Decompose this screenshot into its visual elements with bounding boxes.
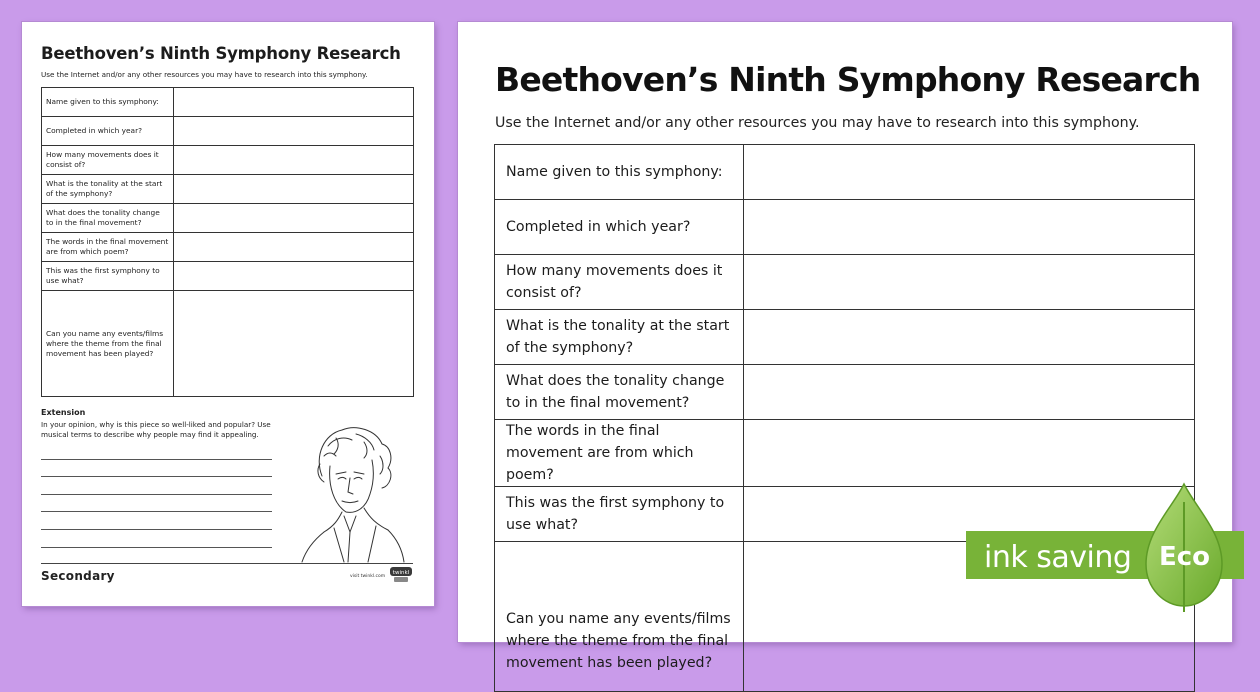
question-cell: This was the first symphony to use what? <box>42 262 174 291</box>
question-cell: What is the tonality at the start of the symphony? <box>42 175 174 204</box>
answer-cell <box>174 88 414 117</box>
table-row <box>42 88 414 117</box>
table-row <box>42 291 414 397</box>
table-row <box>495 200 1195 255</box>
question-cell: How many movements does it consist of? <box>495 255 744 310</box>
answer-cell <box>174 262 414 291</box>
svg-text:twinkl: twinkl <box>392 570 410 576</box>
extension-heading: Extension <box>41 408 86 417</box>
footer-url: visit twinkl.com <box>350 574 386 579</box>
table-row <box>42 175 414 204</box>
eco-badge-text: Eco <box>1159 542 1211 572</box>
page-intro: Use the Internet and/or any other resources you may have to research into this symphony. <box>495 115 1140 131</box>
answer-cell <box>744 255 1195 310</box>
table-row <box>42 262 414 291</box>
small-sheet-title: Beethoven’s Ninth Symphony Research <box>41 44 401 63</box>
ink-saving-eco-badge <box>966 482 1260 612</box>
answer-cell <box>174 204 414 233</box>
answer-cell <box>744 145 1195 200</box>
footer-level-label: Secondary <box>41 569 115 583</box>
question-cell: This was the first symphony to use what? <box>495 487 744 542</box>
table-row <box>42 233 414 262</box>
answer-cell <box>744 310 1195 365</box>
answer-cell <box>744 365 1195 420</box>
question-cell: The words in the final movement are from which poem? <box>42 233 174 262</box>
writing-line <box>41 459 272 460</box>
answer-cell <box>174 175 414 204</box>
beethoven-portrait-illustration <box>284 416 414 562</box>
table-row <box>495 420 1195 487</box>
table-row <box>42 117 414 146</box>
table-row <box>495 255 1195 310</box>
question-cell: What does the tonality change to in the final movement? <box>495 365 744 420</box>
writing-line <box>41 529 272 530</box>
question-cell: Completed in which year? <box>42 117 174 146</box>
ink-saving-label: ink saving <box>984 540 1132 575</box>
question-cell: How many movements does it consist of? <box>42 146 174 175</box>
small-question-table <box>41 87 414 397</box>
footer-divider <box>41 563 413 564</box>
question-cell: What does the tonality change to in the final movement? <box>42 204 174 233</box>
page-title: Beethoven’s Ninth Symphony Research <box>495 60 1201 99</box>
answer-cell <box>174 117 414 146</box>
small-sheet-intro: Use the Internet and/or any other resources you may have to research into this symphony. <box>41 70 368 79</box>
question-cell: Can you name any events/films where the theme from the final movement has been played? <box>495 542 744 692</box>
question-cell: The words in the final movement are from which poem? <box>495 420 744 487</box>
extension-text: In your opinion, why is this piece so well-liked and popular? Use musical terms to describe why people may find it appealing. <box>41 420 271 439</box>
twinkl-logo <box>388 564 414 584</box>
answer-cell <box>174 291 414 397</box>
question-cell: Completed in which year? <box>495 200 744 255</box>
question-cell: Can you name any events/films where the theme from the final movement has been played? <box>42 291 174 397</box>
question-cell: Name given to this symphony: <box>42 88 174 117</box>
question-cell: Name given to this symphony: <box>495 145 744 200</box>
writing-line <box>41 547 272 548</box>
table-row <box>42 204 414 233</box>
answer-cell <box>744 200 1195 255</box>
writing-line <box>41 511 272 512</box>
table-row <box>495 310 1195 365</box>
writing-line <box>41 476 272 477</box>
worksheet-preview-small <box>22 22 434 606</box>
table-row <box>495 145 1195 200</box>
question-cell: What is the tonality at the start of the symphony? <box>495 310 744 365</box>
table-row <box>42 146 414 175</box>
table-row <box>495 365 1195 420</box>
answer-cell <box>174 233 414 262</box>
answer-cell <box>174 146 414 175</box>
writing-line <box>41 494 272 495</box>
answer-cell <box>744 420 1195 487</box>
